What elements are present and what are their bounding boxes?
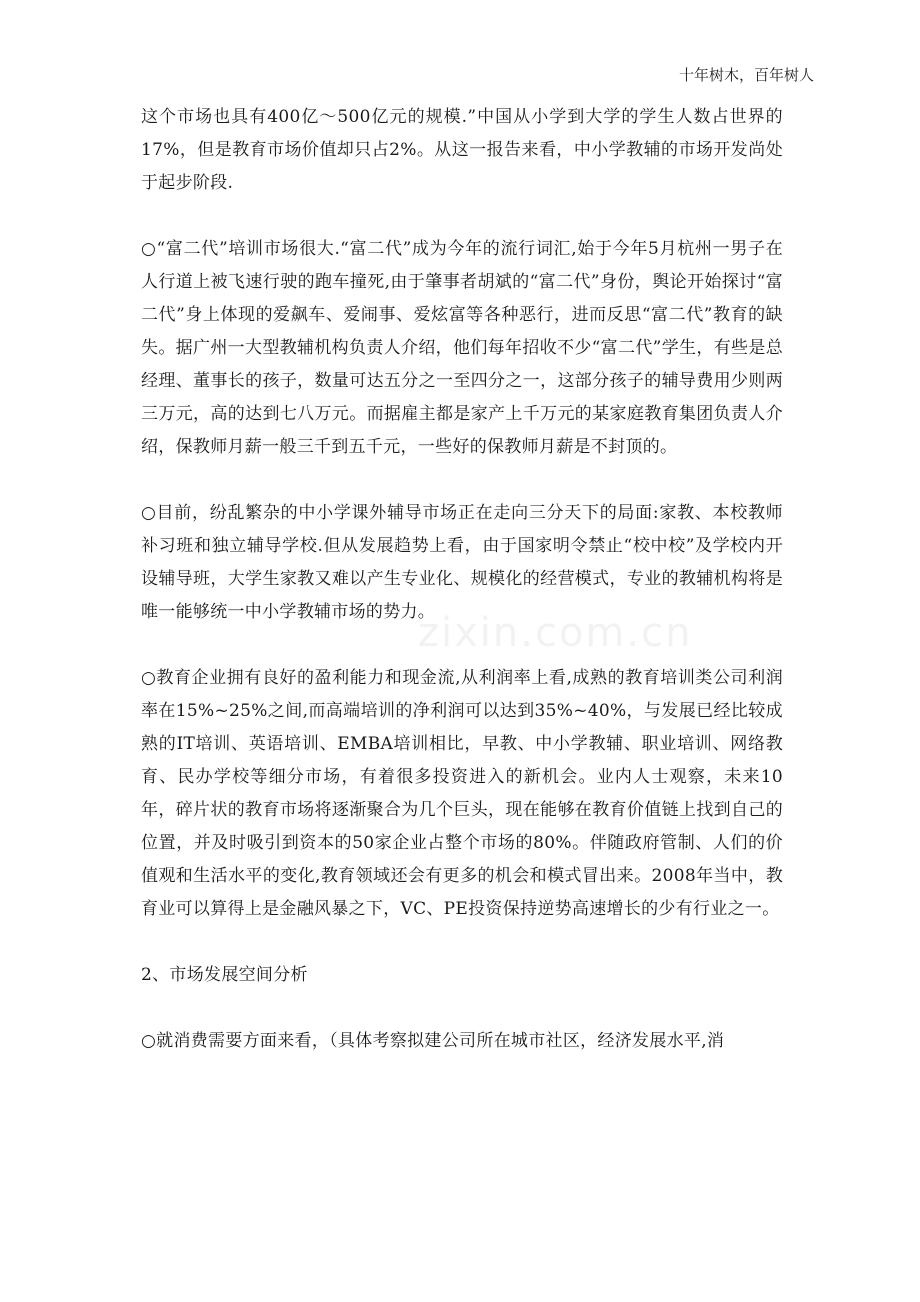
paragraph-tutoring-market: ○目前，纷乱繁杂的中小学课外辅导市场正在走向三分天下的局面:家教、本校教师补习班和独立辅导学校.但从发展趋势上看，由于国家明令禁止“校中校”及学校内开设辅导班，大学生家教又难以产生专业化、规模化的经营模式，专业的教辅机构将是唯一能够统一中小学教辅市场的势力。: [141, 503, 783, 622]
document-body: [141, 101, 783, 1091]
watermark: zixin.com.cn: [418, 610, 693, 656]
paragraph-education-profit: ○教育企业拥有良好的盈利能力和现金流,从利润率上看,成熟的教育培训类公司利润率在15%~25%之间,而高端培训的净利润可以达到35%~40%，与发展已经比较成熟的IT培训、英语培训、EMBA培训相比，早教、中小学教辅、职业培训、网络教育、民办学校等细分市场，有着很多投资进入的新机会。业内人士观察，未来10年，碎片状的教育市场将逐渐聚合为几个巨头，现在能够在教育价值链上找到自己的位置，并及时吸引到资本的50家企业占整个市场的80%。伴随政府管制、人们的价值观和生活水平的变化,教育领域还会有更多的机会和模式冒出来。2008年当中，教育业可以算得上是金融风暴之下，VC、PE投资保持逆势高速增长的少有行业之一。: [141, 668, 783, 919]
section-heading: 2、市场发展空间分析: [141, 965, 308, 985]
paragraph-consumption-demand: ○就消费需要方面来看，（具体考察拟建公司所在城市社区，经济发展水平,消: [141, 1031, 725, 1051]
header-motto: 十年树木，百年树人: [678, 66, 814, 84]
paragraph-market-size: 这个市场也具有400亿～500亿元的规模.”中国从小学到大学的学生人数占世界的17%，但是教育市场价值却只占2%。从这一报告来看，中小学教辅的市场开发尚处于起步阶段.: [141, 107, 783, 193]
paragraph-rich-second-gen: ○“富二代”培训市场很大.“富二代”成为今年的流行词汇,始于今年5月杭州一男子在人行道上被飞速行驶的跑车撞死,由于肇事者胡斌的“富二代”身份，舆论开始探讨“富二代”身上体现的爱飙车、爱闹事、爱炫富等各种恶行，进而反思“富二代”教育的缺失。据广州一大型教辅机构负责人介绍，他们每年招收不少“富二代”学生，有些是总经理、董事长的孩子，数量可达五分之一至四分之一，这部分孩子的辅导费用少则两三万元，高的达到七八万元。而据雇主都是家产上千万元的某家庭教育集团负责人介绍，保教师月薪一般三千到五千元，一些好的保教师月薪是不封顶的。: [141, 239, 783, 457]
